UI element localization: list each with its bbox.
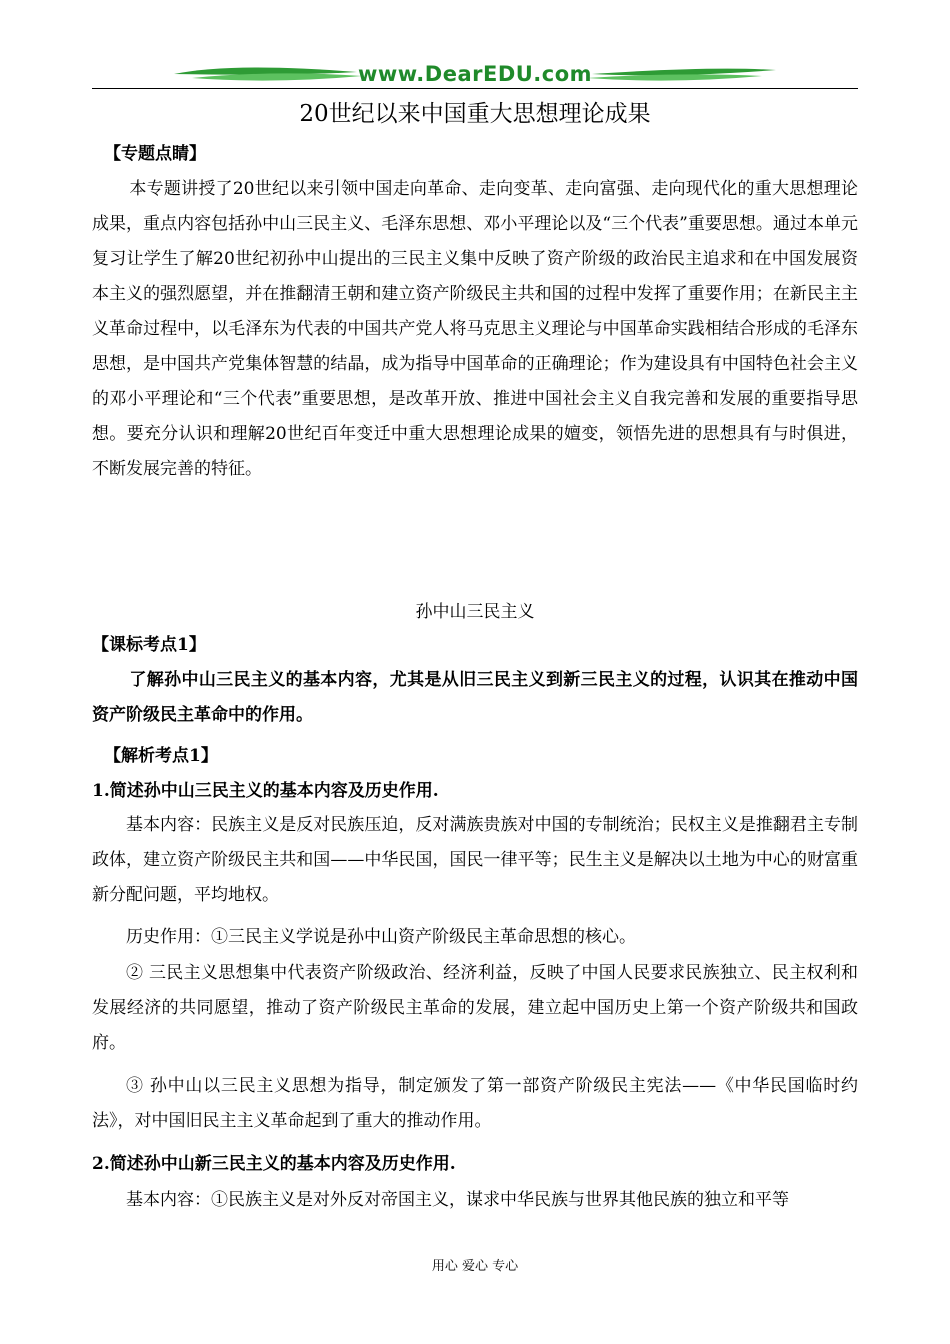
page-footer: 用心 爱心 专心 [431,1259,519,1274]
header-divider [92,88,858,89]
standard-label: 【课标考点1】 [92,635,206,655]
question-1-content: 基本内容：民族主义是反对民族压迫，反对满族贵族对中国的专制统治；民权主义是推翻君主专制政体，建立资产阶级民主共和国——中华民国，国民一律平等；民生主义是解决以土地为中心的财富重新分配问题，平均地权。 [92,815,858,905]
question-2-content: 基本内容：①民族主义是对外反对帝国主义，谋求中华民族与世界其他民族的独立和平等 [126,1190,789,1210]
standard-paragraph: 了解孙中山三民主义的基本内容，尤其是从旧三民主义到新三民主义的过程，认识其在推动中国资产阶级民主革命中的作用。 [92,670,858,725]
question-1-effect-3: ③ 孙中山以三民主义思想为指导，制定颁发了第一部资产阶级民主宪法——《中华民国临时约法》，对中国旧民主主义革命起到了重大的推动作用。 [92,1076,858,1131]
question-1-effect-1: 历史作用：①三民主义学说是孙中山资产阶级民主革命思想的核心。 [126,927,636,947]
question-1-effect-2: ② 三民主义思想集中代表资产阶级政治、经济利益，反映了中国人民要求民族独立、民主权利和发展经济的共同愿望，推动了资产阶级民主革命的发展，建立起中国历史上第一个资产阶级共和国政府。 [92,963,858,1053]
site-logo-text: www.DearEDU.com [357,62,593,86]
analysis-label: 【解析考点1】 [104,746,218,766]
question-2-heading: 2.简述孙中山新三民主义的基本内容及历史作用. [92,1154,456,1174]
page-title: 20世纪以来中国重大思想理论成果 [299,101,651,127]
intro-label: 【专题点睛】 [104,144,206,164]
header-logo [172,58,778,90]
intro-paragraph: 本专题讲授了20世纪以来引领中国走向革命、走向变革、走向富强、走向现代化的重大思想理论成果，重点内容包括孙中山三民主义、毛泽东思想、邓小平理论以及“三个代表”重要思想。通过本单元复习让学生了解20世纪初孙中山提出的三民主义集中反映了资产阶级的政治民主追求和在中国发展资本主义的强烈愿望，并在推翻清王朝和建立资产阶级民主共和国的过程中发挥了重要作用；在新民主主义革命过程中，以毛泽东为代表的中国共产党人将马克思主义理论与中国革命实践相结合形成的毛泽东思想，是中国共产党集体智慧的结晶，成为指导中国革命的正确理论；作为建设具有中国特色社会主义的邓小平理论和“三个代表”重要思想，是改革开放、推进中国社会主义自我完善和发展的重要指导思想。要充分认识和理解20世纪百年变迁中重大思想理论成果的嬗变，领悟先进的思想具有与时俱进，不断发展完善的特征。 [92,179,858,479]
question-1-heading: 1.简述孙中山三民主义的基本内容及历史作用. [92,781,439,801]
section-title: 孙中山三民主义 [415,602,535,622]
